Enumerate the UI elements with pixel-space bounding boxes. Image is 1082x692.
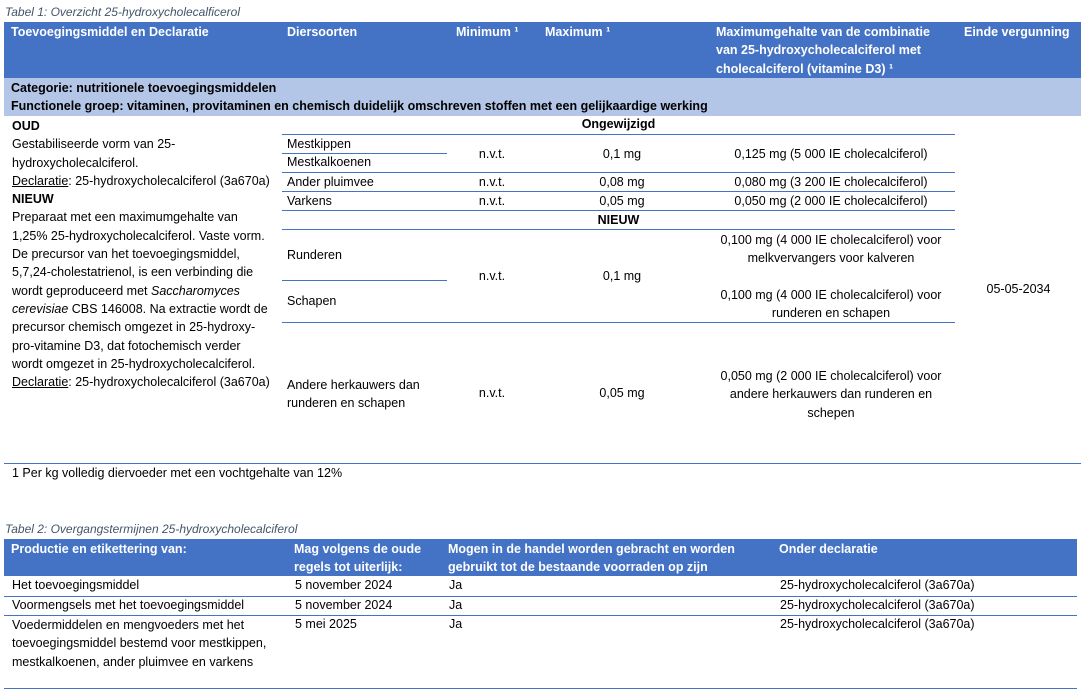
- herkauwers-maximum: 0,05 mg: [599, 386, 645, 400]
- t2-row2-product: Voormengsels met het toevoegingsmiddel: [12, 598, 245, 612]
- t2-row3-allowed: Ja: [449, 617, 463, 631]
- old-declaration-label: Declaratie: [12, 173, 69, 188]
- header-combination: Maximumgehalte van de combinatie van 25-hydroxycholecalciferol met cholecalciferol (vitamine D3) ¹: [716, 25, 930, 76]
- new-description-organism: Saccharomyces cerevisiae: [12, 283, 240, 316]
- species-schapen: Schapen: [287, 294, 337, 308]
- section-unchanged: Ongewijzigd: [581, 117, 656, 131]
- pluimvee-combination: 0,080 mg (3 200 IE cholecalciferol): [734, 175, 928, 189]
- group2-maximum: 0,1 mg: [602, 269, 642, 283]
- pluimvee-maximum: 0,08 mg: [599, 175, 645, 189]
- species-mestkippen: Mestkippen: [287, 137, 351, 151]
- t2-header-allowed: Mogen in de handel worden gebracht en worden gebruikt tot de bestaande voorraden op zijn: [448, 542, 735, 575]
- divider: [282, 191, 955, 192]
- schapen-combination: 0,100 mg (4 000 IE cholecalciferol) voor runderen en schapen: [720, 288, 942, 321]
- species-pluimvee: Ander pluimvee: [287, 175, 374, 189]
- t2-row2-declaration: 25-hydroxycholecalciferol (3a670a): [780, 598, 975, 612]
- t2-header-date: Mag volgens de oude regels tot uiterlijk:: [294, 542, 422, 575]
- table2-bottom-border: [4, 688, 1077, 689]
- varkens-minimum: n.v.t.: [478, 194, 506, 208]
- table2-caption: Tabel 2: Overgangstermijnen 25-hydroxycholecalciferol: [5, 522, 298, 536]
- t2-row1-product: Het toevoegingsmiddel: [12, 578, 140, 592]
- t2-row1-allowed: Ja: [449, 578, 463, 592]
- group1-minimum: n.v.t.: [478, 147, 506, 161]
- t2-row3-declaration: 25-hydroxycholecalciferol (3a670a): [780, 617, 975, 631]
- old-heading: OUD: [12, 119, 40, 133]
- divider: [282, 172, 955, 173]
- new-declaration-value: : 25-hydroxycholecalciferol (3a670a): [68, 375, 270, 390]
- species-runderen: Runderen: [287, 248, 342, 262]
- herkauwers-minimum: n.v.t.: [478, 386, 506, 400]
- species-varkens: Varkens: [287, 194, 332, 208]
- varkens-combination: 0,050 mg (2 000 IE cholecalciferol): [734, 194, 928, 208]
- t2-row2-date: 5 november 2024: [295, 598, 393, 612]
- new-declaration: [12, 373, 270, 391]
- t2-header-product: Productie en etikettering van:: [11, 542, 187, 556]
- category-label: Categorie: nutritionele toevoegingsmiddelen: [11, 81, 277, 95]
- divider: [282, 210, 955, 211]
- old-declaration-value: : 25-hydroxycholecalciferol (3a670a): [68, 173, 270, 188]
- category-row: [4, 78, 1081, 116]
- varkens-maximum: 0,05 mg: [599, 194, 645, 208]
- header-species: Diersoorten: [287, 25, 358, 39]
- species-herkauwers: Andere herkauwers dan runderen en schapen: [287, 378, 420, 411]
- group1-maximum: 0,1 mg: [602, 147, 642, 161]
- functional-group-label: Functionele groep: vitaminen, provitaminen en chemisch duidelijk omschreven stoffen met een gelijkaardige werking: [11, 99, 708, 113]
- header-expiry: Einde vergunning: [964, 25, 1070, 39]
- table2-header-row: [4, 539, 1077, 576]
- new-description-text: Preparaat met een maximumgehalte van 1,25% 25-hydroxycholecalciferol. Vaste vorm. De precursor van het toevoegingsmiddel, 5,7,24-cholestatrienol, is een verbinding die wordt geproduceerd met: [12, 210, 265, 298]
- header-maximum: Maximum ¹: [545, 25, 611, 39]
- t2-row2-allowed: Ja: [449, 598, 463, 612]
- divider: [282, 153, 447, 154]
- new-heading: NIEUW: [12, 192, 54, 207]
- expiry-date: 05-05-2034: [986, 282, 1051, 296]
- t2-row1-date: 5 november 2024: [295, 578, 393, 592]
- t2-row1-declaration: 25-hydroxycholecalciferol (3a670a): [780, 578, 975, 592]
- table1-header-row: [4, 22, 1081, 78]
- divider: [282, 280, 447, 281]
- new-description: [12, 208, 270, 373]
- section-new: NIEUW: [597, 213, 640, 227]
- divider: [4, 596, 1077, 597]
- t2-header-declaration: Onder declaratie: [779, 542, 878, 556]
- old-description: Gestabiliseerde vorm van 25-hydroxycholecalciferol.: [12, 137, 176, 170]
- divider: [282, 229, 955, 230]
- table1-bottom-border: [4, 463, 1081, 464]
- herkauwers-combination: 0,050 mg (2 000 IE cholecalciferol) voor andere herkauwers dan runderen en schepen: [720, 369, 942, 420]
- header-minimum: Minimum ¹: [456, 25, 519, 39]
- runderen-combination: 0,100 mg (4 000 IE cholecalciferol) voor melkvervangers voor kalveren: [720, 233, 942, 266]
- new-declaration-label: Declaratie: [12, 375, 69, 390]
- old-declaration: [12, 172, 270, 190]
- species-mestkalkoenen: Mestkalkoenen: [287, 155, 372, 169]
- table1-caption: Tabel 1: Overzicht 25-hydroxycholecalficerol: [5, 5, 241, 19]
- divider: [282, 322, 955, 323]
- divider: [282, 134, 955, 135]
- group1-combination: 0,125 mg (5 000 IE cholecalciferol): [734, 147, 928, 161]
- old-description-block: [12, 117, 270, 391]
- t2-row3-date: 5 mei 2025: [295, 617, 357, 631]
- table1-footnote: 1 Per kg volledig diervoeder met een vochtgehalte van 12%: [12, 466, 343, 480]
- group2-minimum: n.v.t.: [478, 269, 506, 283]
- pluimvee-minimum: n.v.t.: [478, 175, 506, 189]
- t2-row3-product: Voedermiddelen en mengvoeders met het toevoegingsmiddel bestemd voor mestkippen, mestkalkoenen, ander pluimvee en varkens: [12, 618, 267, 669]
- header-additive: Toevoegingsmiddel en Declaratie: [11, 25, 209, 39]
- new-description-text-2: CBS 146008. Na extractie wordt de precursor chemisch omgezet in 25-hydroxy-pro-vitamine D3, dat fotochemisch verder wordt omgezet in 25-hydroxycholecalciferol.: [12, 301, 268, 371]
